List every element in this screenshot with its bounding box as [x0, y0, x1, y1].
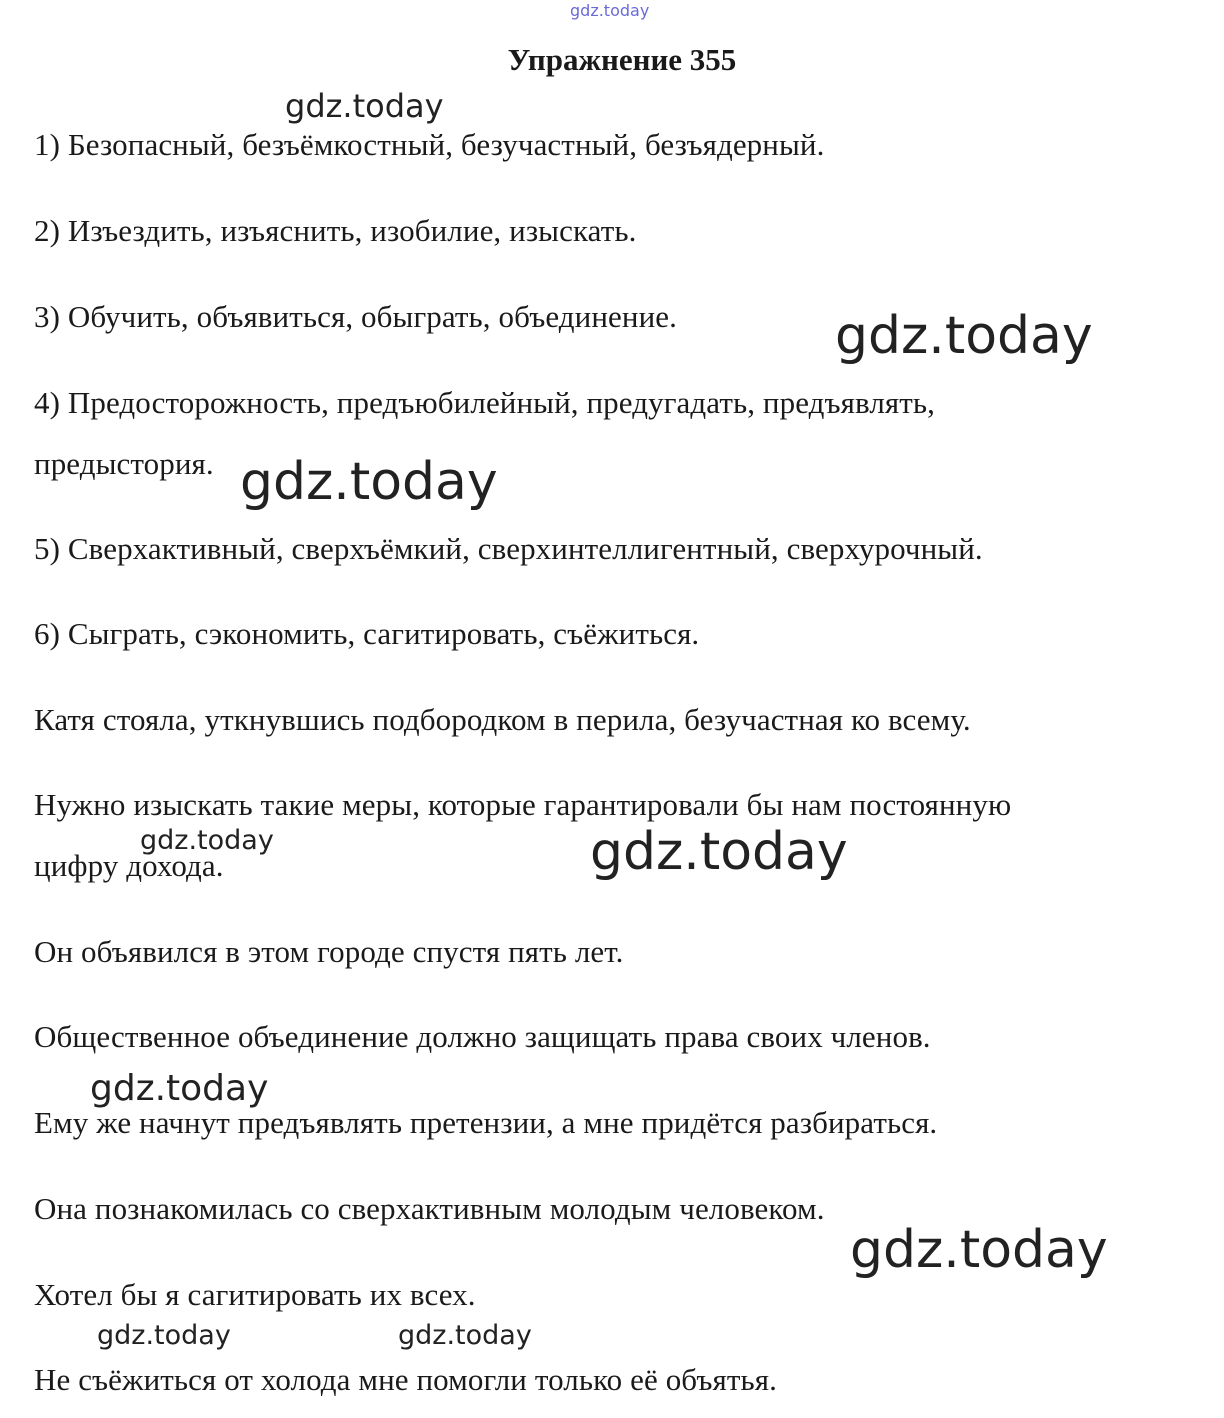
text-line-3: 3) Обучить, объявиться, обыграть, объединение.: [34, 299, 677, 334]
watermark: gdz.today: [140, 825, 274, 856]
sentence-7: Хотел бы я сагитировать их всех.: [34, 1277, 476, 1312]
watermark: gdz.today: [285, 87, 444, 125]
sentence-2: Нужно изыскать такие меры, которые гарантировали бы нам постоянную: [34, 787, 1012, 822]
sentence-4: Общественное объединение должно защищать права своих членов.: [34, 1019, 931, 1054]
text-line-4: 4) Предосторожность, предъюбилейный, предугадать, предъявлять,: [34, 385, 935, 420]
sentence-8: Не съёжиться от холода мне помогли только её объятья.: [34, 1362, 777, 1397]
text-line-6: 6) Сыграть, сэкономить, сагитировать, съёжиться.: [34, 616, 700, 651]
exercise-title: Упражнение 355: [507, 42, 737, 77]
sentence-3: Он объявился в этом городе спустя пять лет.: [34, 934, 624, 969]
watermark: gdz.today: [850, 1220, 1108, 1280]
watermark: gdz.today: [90, 1068, 269, 1109]
watermark: gdz.today: [835, 306, 1093, 366]
text-line-5: 5) Сверхактивный, сверхъёмкий, сверхинтеллигентный, сверхурочный.: [34, 531, 983, 566]
text-line-4-continuation: предыстория.: [34, 446, 214, 481]
watermark: gdz.today: [590, 822, 848, 882]
watermark: gdz.today: [97, 1320, 231, 1351]
watermark: gdz.today: [398, 1320, 532, 1351]
sentence-1: Катя стояла, уткнувшись подбородком в перила, безучастная ко всему.: [34, 702, 971, 737]
watermark-top: gdz.today: [570, 1, 650, 20]
sentence-5: Ему же начнут предъявлять претензии, а мне придётся разбираться.: [34, 1105, 938, 1140]
sentence-6: Она познакомилась со сверхактивным молодым человеком.: [34, 1191, 825, 1226]
watermark: gdz.today: [240, 452, 498, 512]
sentence-2-continuation: цифру дохода.: [34, 848, 224, 883]
text-line-2: 2) Изъездить, изъяснить, изобилие, изыскать.: [34, 213, 637, 248]
text-line-1: 1) Безопасный, безъёмкостный, безучастный, безъядерный.: [34, 127, 825, 162]
